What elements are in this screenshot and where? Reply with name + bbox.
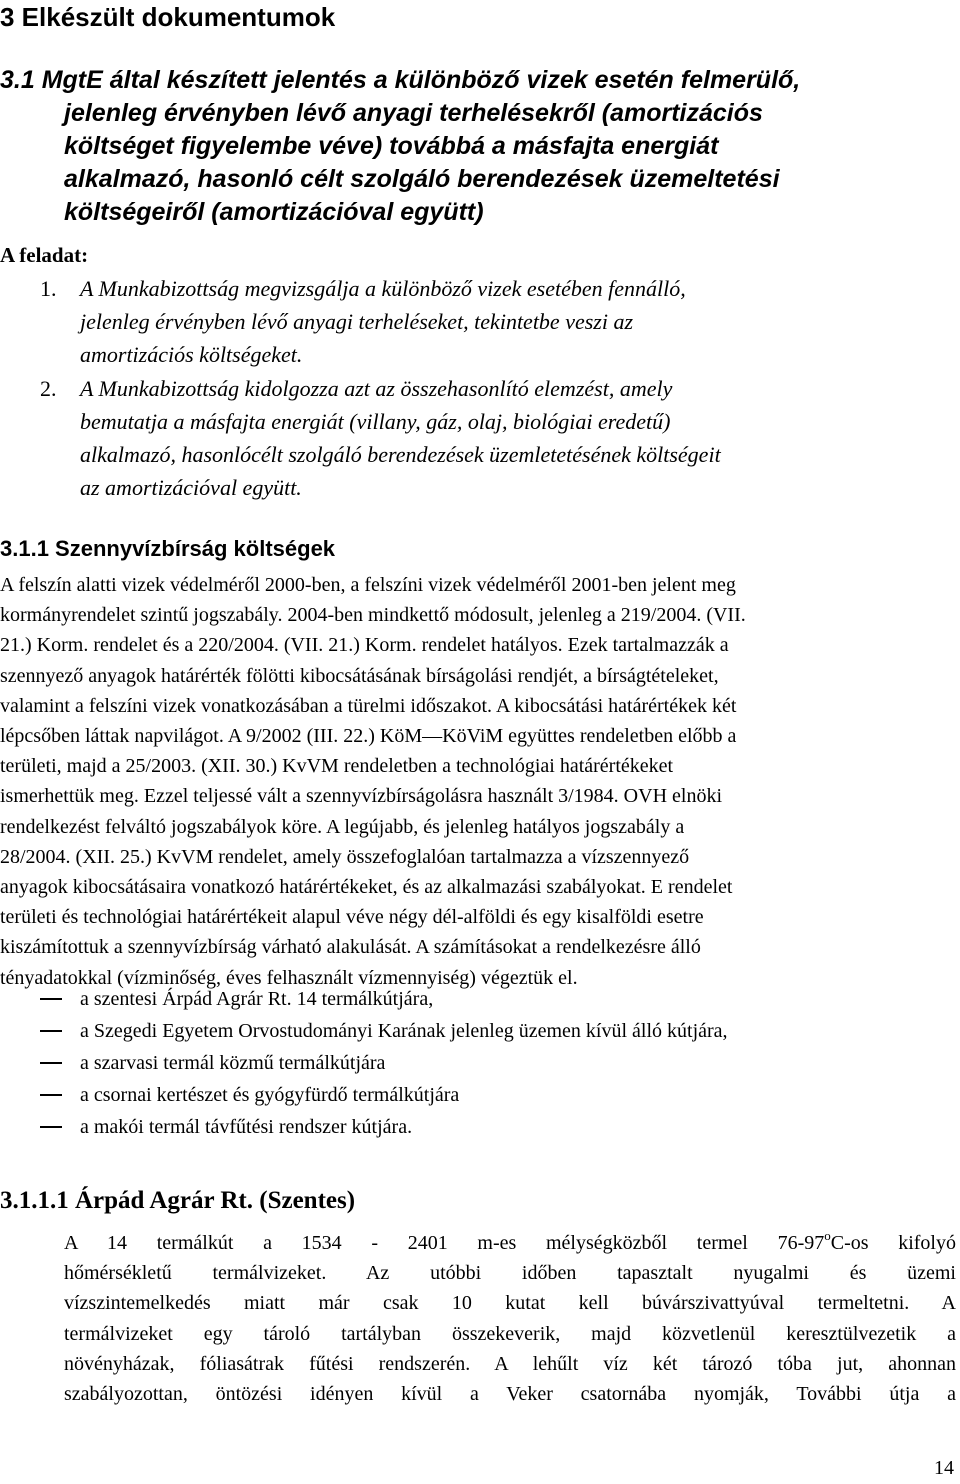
paragraph-szennyvizbirsag <box>0 570 960 993</box>
list-item <box>0 1047 960 1079</box>
task-line: A Munkabizottság kidolgozza azt az összehasonlító elemzést, amely <box>80 376 673 401</box>
paragraph-line <box>64 1258 956 1288</box>
task-line: A Munkabizottság megvizsgálja a különböző vizek esetében fennálló, <box>80 276 686 301</box>
page-number: 14 <box>934 1457 954 1479</box>
heading-section-line: 3.1 MgtE által készített jelentés a különböző vizek esetén felmerülő, <box>0 66 801 94</box>
task-item <box>0 272 960 371</box>
dash-bullet-icon <box>40 1062 62 1064</box>
heading-subsubsection: 3.1.1.1 Árpád Agrár Rt. (Szentes) <box>0 1187 356 1214</box>
paragraph-line-text: szabályozottan, öntözési idényen kívül a Veker csatornába nyomják, További útja a <box>64 1383 956 1406</box>
paragraph-line: 28/2004. (XII. 25.) KvVM rendelet, amely összefoglalóan tartalmazza a vízszennyező <box>0 845 690 868</box>
list-item-text: a Szegedi Egyetem Orvostudományi Karának jelenleg üzemen kívül álló kútjára, <box>80 1020 728 1042</box>
paragraph-line-text: C-os kifolyó <box>830 1232 956 1254</box>
list-item <box>0 1015 960 1047</box>
heading-section-line: alkalmazó, hasonló célt szolgáló berendezések üzemeltetési <box>64 165 780 193</box>
task-line: bemutatja a másfajta energiát (villany, gáz, olaj, biológiai eredetű) <box>80 409 671 434</box>
list-item <box>0 1111 960 1143</box>
task-line: jelenleg érvényben lévő anyagi terheléseket, tekintetbe veszi az <box>80 309 634 334</box>
dash-bullet-icon <box>40 1030 62 1032</box>
paragraph-line <box>64 1288 956 1318</box>
paragraph-line: területi és technológiai határértékeit alapul véve négy dél-alföldi és egy kisalföldi esetre <box>0 906 704 929</box>
paragraph-line-text: hőmérsékletű termálvizeket. Az utóbbi időben tapasztalt nyugalmi és üzemi <box>64 1262 956 1285</box>
paragraph-line: rendelkezést felváltó jogszabályok köre. A legújabb, és jelenleg hatályos jogszabály a <box>0 815 685 838</box>
task-line: amortizációs költségeket. <box>80 342 303 367</box>
task-number: 2. <box>40 376 57 401</box>
paragraph-line: anyagok kibocsátásaira vonatkozó határértékeket, és az alkalmazási szabályokat. E rendelet <box>0 876 733 899</box>
list-item-text: a makói termál távfűtési rendszer kútjára. <box>80 1116 413 1138</box>
heading-section <box>0 64 960 229</box>
paragraph-line <box>64 1319 956 1349</box>
paragraph-line: ismerhettük meg. Ezzel teljessé vált a szennyvízbírságolásra használt 3/1984. OVH elnöki <box>0 785 723 808</box>
heading-section-line: költségeiről (amortizációval együtt) <box>64 198 484 226</box>
paragraph-line-text: A 14 termálkút a 1534 - 2401 m-es mélységközből termel 76-97 <box>64 1232 825 1254</box>
paragraph-line <box>64 1349 956 1379</box>
heading-chapter: 3 Elkészült dokumentumok <box>0 2 336 32</box>
well-list <box>0 983 960 1143</box>
heading-section-line: jelenleg érvényben lévő anyagi terhelésekről (amortizációs <box>64 99 763 127</box>
paragraph-line <box>64 1228 956 1258</box>
list-item-text: a csornai kertészet és gyógyfürdő termálkútjára <box>80 1084 460 1106</box>
list-item-text: a szarvasi termál közmű termálkútjára <box>80 1052 386 1074</box>
task-line: az amortizációval együtt. <box>80 475 302 500</box>
paragraph-line-text: termálvizeket egy tároló tartályban összekeverik, majd közvetlenül keresztülvezetik a <box>64 1322 956 1345</box>
paragraph-line: területi, majd a 25/2003. (XII. 30.) KvVM rendeletben a technológiai határértékeket <box>0 755 674 778</box>
paragraph-line: lépcsőben láttak napvilágot. A 9/2002 (III. 22.) KöM—KöViM együttes rendeletben előbb a <box>0 725 737 748</box>
paragraph-arpad-agrar <box>64 1228 956 1409</box>
paragraph-line <box>64 1379 956 1409</box>
paragraph-line-text: növényházak, fóliasátrak fűtési rendszerén. A lehűlt víz két tározó tóba jut, ahonnan <box>64 1352 956 1375</box>
degree-sup: o <box>824 1228 831 1244</box>
list-item <box>0 983 960 1015</box>
paragraph-line-text: vízszintemelkedés miatt már csak 10 kutat kell búvárszivattyúval termeltetni. A <box>64 1292 956 1315</box>
paragraph-line: szennyező anyagok határérték fölötti kibocsátásának bírságolási rendjét, a bírságtételeket, <box>0 664 719 687</box>
paragraph-line: kiszámítottuk a szennyvízbírság várható alakulását. A számításokat a rendelkezésre álló <box>0 936 701 959</box>
task-number: 1. <box>40 276 57 301</box>
paragraph-line: A felszín alatti vizek védelméről 2000-ben, a felszíni vizek védelméről 2001-ben jelent meg <box>0 574 736 596</box>
dash-bullet-icon <box>40 1094 62 1096</box>
task-label: A feladat: <box>0 243 89 267</box>
dash-bullet-icon <box>40 1126 62 1128</box>
paragraph-line: tényadatokkal (vízminőség, éves felhasznált vízmennyiség) végeztük el. <box>0 966 578 989</box>
task-line: alkalmazó, hasonlócélt szolgáló berendezések üzemletetésének költségeit <box>80 442 721 467</box>
list-item-text: a szentesi Árpád Agrár Rt. 14 termálkútjára, <box>80 988 434 1010</box>
dash-bullet-icon <box>40 998 62 1000</box>
task-item <box>0 372 960 504</box>
heading-section-line: költséget figyelembe véve) továbbá a másfajta energiát <box>64 132 719 160</box>
paragraph-line: valamint a felszíni vizek vonatkozásában a türelmi időszakot. A kibocsátási határértékek két <box>0 694 737 717</box>
paragraph-line: 21.) Korm. rendelet és a 220/2004. (VII. 21.) Korm. rendelet hatályos. Ezek tartalmazzák a <box>0 634 729 657</box>
list-item <box>0 1079 960 1111</box>
paragraph-line: kormányrendelet szintű jogszabály. 2004-ben mindkettő módosult, jelenleg a 219/2004. (VII. <box>0 604 746 627</box>
heading-subsection: 3.1.1 Szennyvízbírság költségek <box>0 536 336 561</box>
